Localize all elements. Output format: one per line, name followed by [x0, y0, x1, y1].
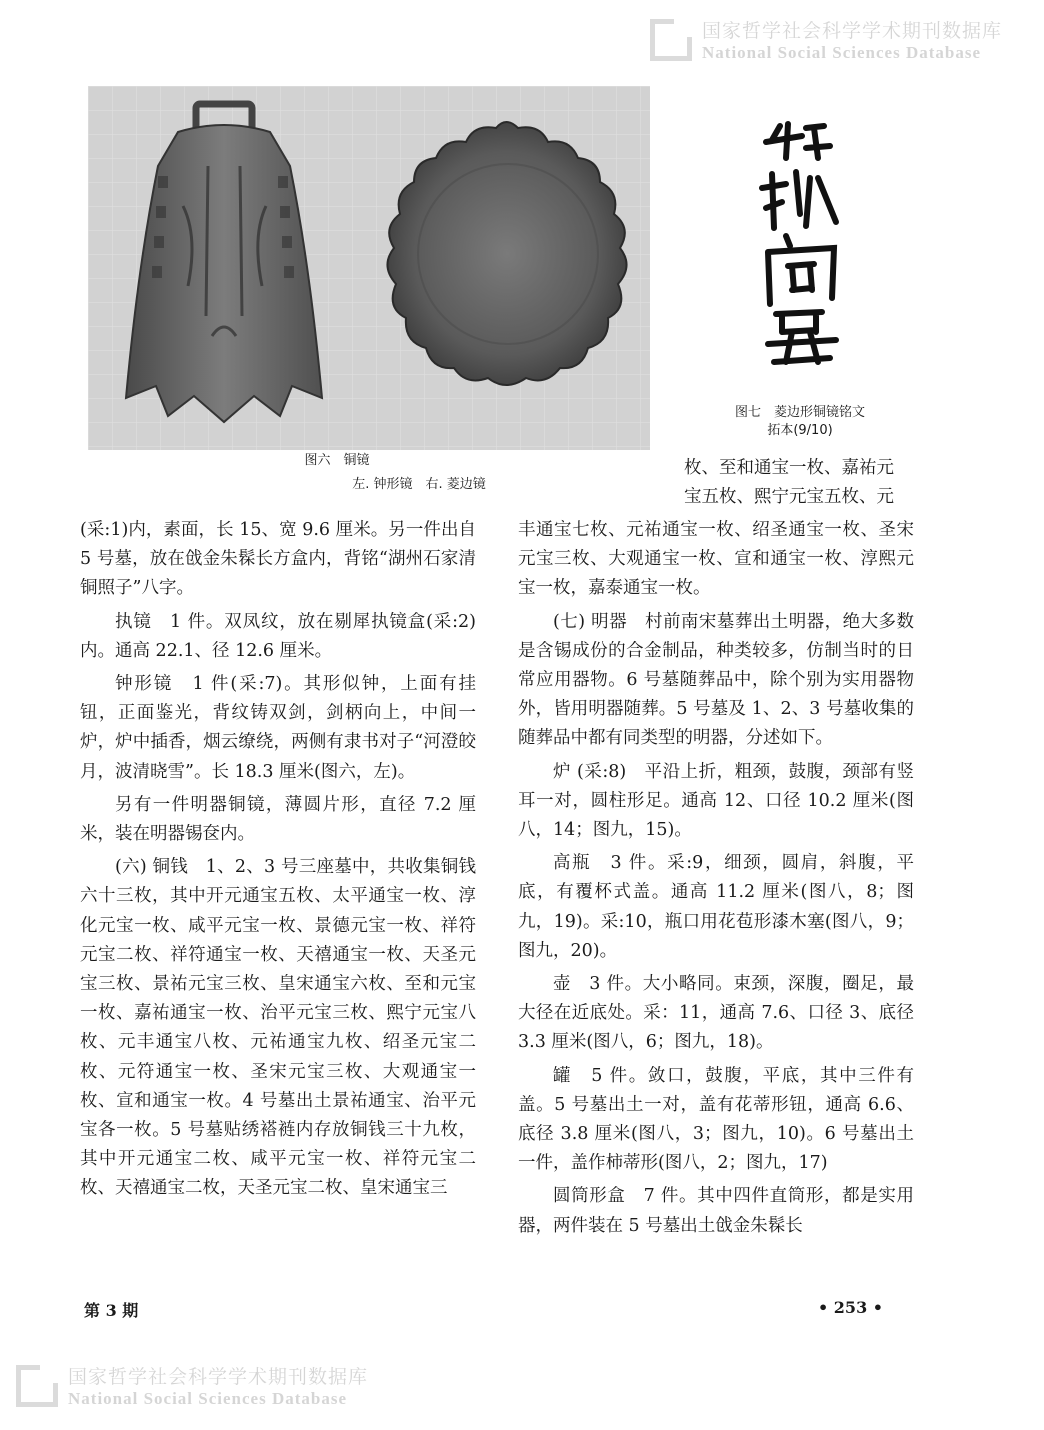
figure7-caption-line1: 图七 菱边形铜镜铭文 [734, 405, 865, 420]
right-column [518, 516, 914, 1241]
paragraph: 罐 5 件。敛口，鼓腹，平底，其中三件有盖。5 号墓出土一对，盖有花蒂形钮，通高 6.6、底径 3.8 厘米(图八，3；图九，10)。6 号墓出土一件，盖作柿蒂形(图八，2；图九，17) [518, 1065, 914, 1174]
paragraph: 高瓶 3 件。采:9，细颈，圆肩，斜腹，平底，有覆杯式盖。通高 11.2 厘米(图八，8；图九，19)。采:10，瓶口用花苞形漆木塞(图八，9；图九，20)。 [518, 853, 914, 961]
watermark-top [650, 16, 1002, 63]
figure7-caption [700, 404, 900, 440]
figure6-caption [88, 449, 650, 497]
page-number: • 253 • [818, 1298, 883, 1317]
paragraph: (六) 铜钱 1、2、3 号三座墓中，共收集铜钱六十三枚，其中开元通宝五枚、太平通宝一枚、淳化元宝一枚、咸平元宝一枚、景德元宝一枚、祥符元宝二枚、祥符通宝一枚、天禧通宝一枚、天圣元宝三枚、景祐元宝三枚、皇宋通宝六枚、至和元宝一枚、嘉祐通宝一枚、治平元宝三枚、熙宁元宝八枚、元丰通宝八枚、元祐通宝九枚、绍圣元宝二枚、元符通宝一枚、圣宋元宝三枚、大观通宝一枚、宣和通宝一枚。4 号墓出土景祐通宝、治平元宝各一枚。5 号墓贴绣褡裢内存放铜钱三十九枚，其中开元通宝二枚、咸平元宝一枚、祥符元宝二枚、天禧通宝二枚，天圣元宝二枚、皇宋通宝三 [80, 857, 476, 1199]
figure7-inscription [752, 118, 852, 368]
paragraph: 丰通宝七枚、元祐通宝一枚、绍圣通宝一枚、圣宋元宝三枚、大观通宝一枚、宣和通宝一枚、淳熙元宝一枚，嘉泰通宝一枚。 [518, 520, 914, 599]
paragraph: 执镜 1 件。双凤纹，放在剔犀执镜盒(采:2)内。通高 22.1、径 12.6 厘米。 [80, 611, 476, 661]
paragraph: 壶 3 件。大小略同。束颈，深腹，圈足，最大径在近底处。采：11，通高 7.6、口径 3、底径 3.3 厘米(图八，6；图九，18)。 [518, 974, 914, 1053]
figure6-title: 图六 铜镜 [304, 453, 370, 468]
paragraph: (采:1)内，素面，长 15、宽 9.6 厘米。另一件出自 5 号墓，放在戗金朱髹长方盒内，背铭“湖州石家清铜照子”八字。 [80, 520, 476, 599]
watermark-en: National Social Sciences Database [68, 1389, 348, 1408]
bronze-mirrors-image [88, 86, 650, 450]
lobed-mirror-shape [387, 122, 626, 385]
paragraph: 圆筒形盒 7 件。其中四件直筒形，都是实用器，两件装在 5 号墓出土戗金朱髹长 [518, 1186, 914, 1236]
figure7-caption-line2: 拓本(9/10) [767, 423, 833, 438]
paragraph: 钟形镜 1 件(采:7)。其形似钟，上面有挂钮，正面鉴光，背纹铸双剑，剑柄向上，中间一炉，炉中插香，烟云缭绕，两侧有隶书对子“河澄皎月，波清晓雪”。长 18.3 厘米(图六，左)。 [80, 674, 476, 782]
figure6-photo [88, 86, 650, 450]
inscription-rubbing-image [752, 118, 852, 368]
database-logo-icon [650, 19, 692, 61]
paragraph: 炉 (采:8) 平沿上折，粗颈，鼓腹，颈部有竖耳一对，圆柱形足。通高 12、口径 10.2 厘米(图八，14；图九，15)。 [518, 761, 914, 841]
issue-number: 第 3 期 [84, 1301, 139, 1320]
paragraph: 枚、至和通宝一枚、嘉祐元 [684, 458, 894, 478]
right-column-top [684, 454, 912, 512]
watermark-cn: 国家哲学社会科学学术期刊数据库 [68, 1366, 369, 1388]
paragraph: 宝五枚、熙宁元宝五枚、元 [684, 487, 894, 508]
figure6-subtitle: 左. 钟形镜 右. 菱边镜 [352, 477, 486, 492]
left-column [80, 516, 476, 1204]
paragraph: (七) 明器 村前南宋墓葬出土明器，绝大多数是含锡成份的合金制品，种类较多，仿制当时的日常应用器物。6 号墓随葬品中，除个别为实用器物外，皆用明器随葬。5 号墓及 1、2、3 号墓收集的随葬品中都有同类型的明器，分述如下。 [518, 611, 914, 749]
watermark-bottom [16, 1362, 368, 1409]
watermark-cn: 国家哲学社会科学学术期刊数据库 [702, 20, 1003, 42]
watermark-en: National Social Sciences Database [702, 43, 982, 62]
paragraph: 另有一件明器铜镜，薄圆片形，直径 7.2 厘米，装在明器锡奁内。 [80, 794, 476, 845]
database-logo-icon [16, 1365, 58, 1407]
